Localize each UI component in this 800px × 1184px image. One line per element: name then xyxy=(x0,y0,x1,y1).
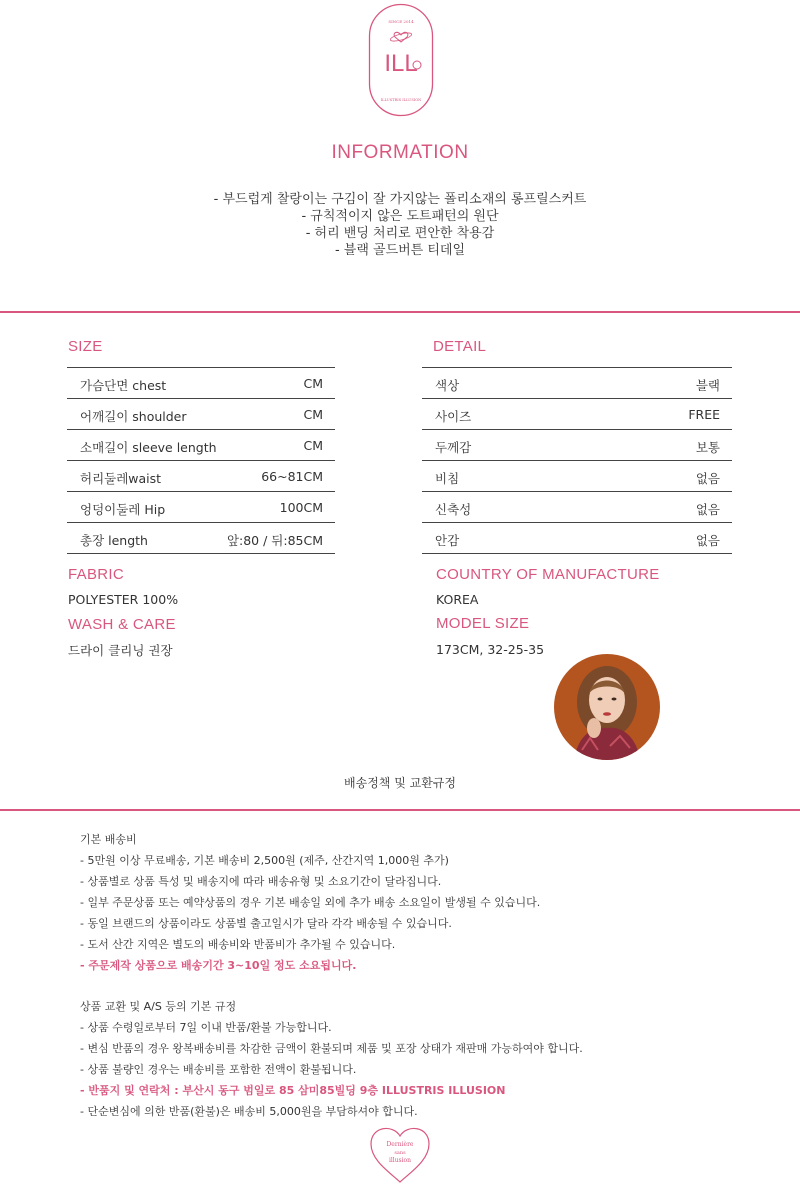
information-line: - 부드럽게 찰랑이는 구김이 잘 가지않는 폴리소재의 롱프릴스커트 xyxy=(213,192,587,207)
heart-logo xyxy=(355,1122,445,1184)
table-row: 비침 없음 xyxy=(422,461,732,492)
exchange-title: 상품 교환 및 A/S 등의 기본 규정 xyxy=(80,1000,237,1013)
model-photo xyxy=(554,654,660,760)
detail-table xyxy=(422,367,732,554)
table-row: 총장 length 앞:80 / 뒤:85CM xyxy=(67,523,335,554)
brand-logo xyxy=(368,3,434,117)
shipping-title: 기본 배송비 xyxy=(80,833,137,846)
policy-line: - 상품별로 상품 특성 및 배송지에 따라 배송유형 및 소요기간이 달라집니다. xyxy=(80,875,442,888)
table-row: 안감 없음 xyxy=(422,523,732,554)
table-row: 색상 블랙 xyxy=(422,368,732,399)
fabric-title: FABRIC xyxy=(68,566,124,583)
wash-title: WASH & CARE xyxy=(68,616,176,633)
detail-title: DETAIL xyxy=(433,338,487,355)
table-row: 사이즈 FREE xyxy=(422,399,732,430)
policy-highlight: - 반품지 및 연락처 : 부산시 동구 범일로 85 삼미85빌딩 9층 ILLUSTRIS ILLUSION xyxy=(80,1084,506,1097)
size-table xyxy=(67,367,335,554)
policy-line: - 5만원 이상 무료배송, 기본 배송비 2,500원 (제주, 산간지역 1,000원 추가) xyxy=(80,854,449,867)
svg-text:SINCE 2014: SINCE 2014 xyxy=(388,19,414,24)
information-line: - 규칙적이지 않은 도트패턴의 원단 xyxy=(301,209,499,224)
model-value: 173CM, 32-25-35 xyxy=(436,642,545,657)
policy-line: - 단순변심에 의한 반품(환불)은 배송비 5,000원을 부담하셔야 합니다. xyxy=(80,1105,418,1118)
table-row: 엉덩이둘레 Hip 100CM xyxy=(67,492,335,523)
policy-line: - 동일 브랜드의 상품이라도 상품별 출고일시가 달라 각각 배송될 수 있습니다. xyxy=(80,917,452,930)
policy-line: - 상품 수령일로부터 7일 이내 반품/환불 가능합니다. xyxy=(80,1021,332,1034)
table-row: 신축성 없음 xyxy=(422,492,732,523)
model-title: MODEL SIZE xyxy=(436,615,530,632)
information-line: - 블랙 골드버튼 티데일 xyxy=(334,243,466,258)
divider xyxy=(0,809,800,811)
information-line: - 허리 밴딩 처리로 편안한 착용감 xyxy=(305,226,495,241)
information-list xyxy=(0,191,800,259)
policy-line: - 상품 불량인 경우는 배송비를 포함한 전액이 환불됩니다. xyxy=(80,1063,357,1076)
policy-title: 배송정책 및 교환규정 xyxy=(344,776,456,790)
size-title: SIZE xyxy=(68,338,103,355)
country-value: KOREA xyxy=(436,592,479,607)
country-title: COUNTRY OF MANUFACTURE xyxy=(436,566,660,583)
information-title: INFORMATION xyxy=(331,142,469,163)
policy-highlight: - 주문제작 상품으로 배송기간 3~10일 정도 소요됩니다. xyxy=(80,959,357,972)
policy-line: - 변심 반품의 경우 왕복배송비를 차감한 금액이 환불되며 제품 및 포장 상태가 재판매 가능하여야 합니다. xyxy=(80,1042,583,1055)
policy-line: - 도서 산간 지역은 별도의 배송비와 반품비가 추가될 수 있습니다. xyxy=(80,938,396,951)
svg-text:ILLUSTRIS ILLUSION: ILLUSTRIS ILLUSION xyxy=(380,98,422,102)
table-row: 소매길이 sleeve length CM xyxy=(67,430,335,461)
logo-letters: ILL xyxy=(384,50,418,77)
divider xyxy=(0,311,800,313)
fabric-value: POLYESTER 100% xyxy=(68,592,179,607)
wash-value: 드라이 클리닝 권장 xyxy=(68,643,173,658)
table-row: 어깨길이 shoulder CM xyxy=(67,399,335,430)
svg-text:Dernière: Dernière xyxy=(386,1141,414,1148)
policy-line: - 일부 주문상품 또는 예약상품의 경우 기본 배송일 외에 추가 배송 소요일이 발생될 수 있습니다. xyxy=(80,896,541,909)
table-row: 가슴단면 chest CM xyxy=(67,368,335,399)
table-row: 허리둘레waist 66~81CM xyxy=(67,461,335,492)
shipping-policy xyxy=(80,829,540,976)
svg-text:sans: sans xyxy=(394,1150,406,1156)
table-row: 두께감 보통 xyxy=(422,430,732,461)
svg-text:illusion: illusion xyxy=(388,1157,412,1164)
exchange-policy xyxy=(80,996,583,1122)
